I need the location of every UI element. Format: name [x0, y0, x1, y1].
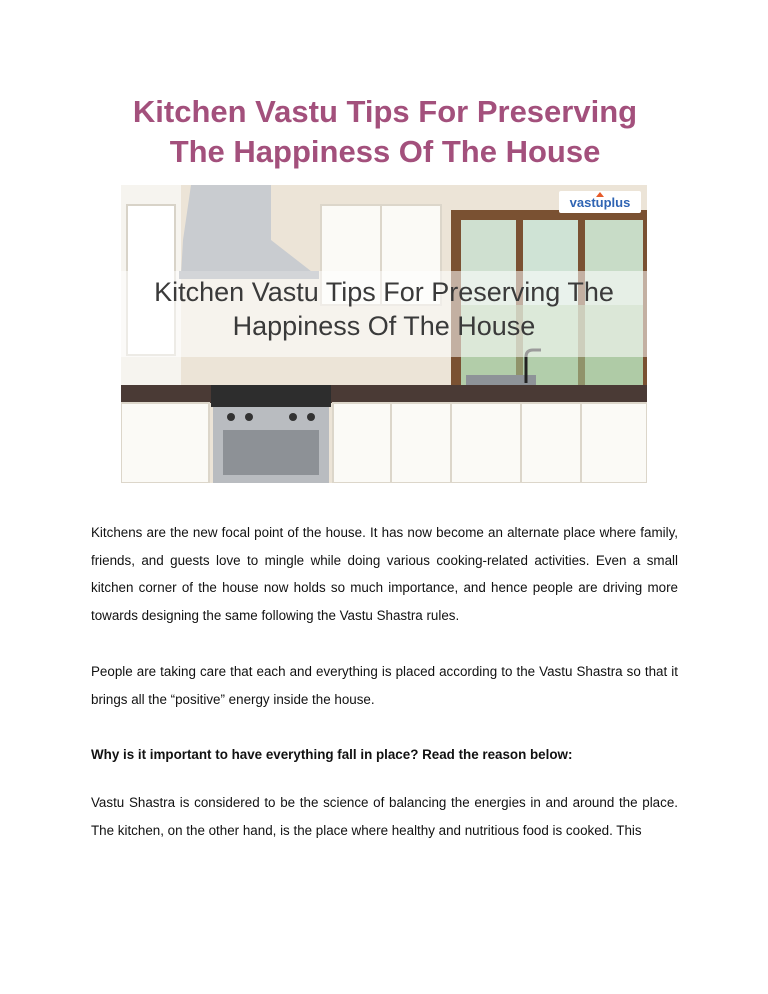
vastuplus-logo [559, 191, 641, 213]
image-banner-line-1: Kitchen Vastu Tips For Preserving The [154, 277, 614, 307]
image-banner-text [121, 275, 647, 353]
document-title [90, 92, 680, 172]
logo-roof-icon [596, 192, 604, 197]
paragraph-positive-energy: People are taking care that each and everything is placed according to the Vastu Shastra so that it brings all the “positive” energy inside the house. [91, 664, 678, 707]
paragraph-intro: Kitchens are the new focal point of the house. It has now become an alternate place where family, friends, and guests love to mingle while doing various cooking-related activities. Even a small kitchen corner of the house now holds so much importance, and hence people are driving more towards designing the same following the Vastu Shastra rules. [91, 525, 678, 623]
brand-name: vastuplus [569, 194, 631, 210]
image-banner-line-2: Happiness Of The House [232, 311, 536, 341]
document-title-line-1: Kitchen Vastu Tips For Preserving [132, 94, 638, 129]
paragraph-vastu-science: Vastu Shastra is considered to be the science of balancing the energies in and around the place. The kitchen, on the other hand, is the place where healthy and nutritious food is cooked. This [91, 795, 678, 838]
kitchen-hero-image [121, 185, 647, 483]
section-heading-why-important: Why is it important to have everything fall in place? Read the reason below: [91, 747, 573, 762]
document-title-line-2: The Happiness Of The House [169, 134, 601, 169]
